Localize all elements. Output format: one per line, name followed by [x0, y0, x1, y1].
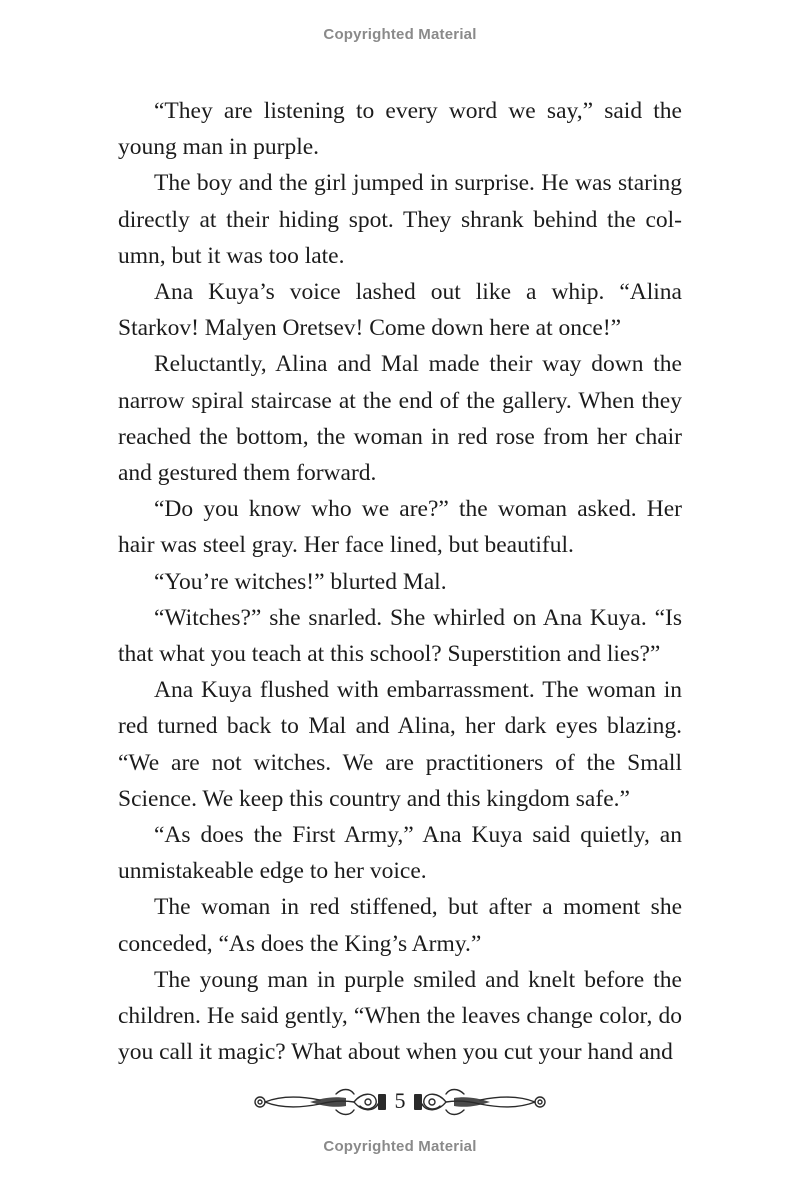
page-footer	[0, 1082, 800, 1126]
paragraph: Ana Kuya’s voice lashed out like a whip. “Alina Starkov! Malyen Oretsev! Come down here at once!”	[118, 279, 682, 342]
paragraph: “As does the First Army,” Ana Kuya said quietly, an unmistakeable edge to her voice.	[118, 822, 682, 885]
scroll-flourish-left-icon	[250, 1082, 388, 1122]
scroll-flourish-right-icon	[412, 1082, 550, 1122]
page-body	[118, 93, 682, 1070]
copyright-watermark-footer: Copyrighted Material	[323, 1138, 477, 1155]
paragraph: Ana Kuya flushed with embarrassment. The woman in red turned back to Mal and Alina, her dark eyes blazing. “We are not witches. We are practitioners of the Small Science. We keep this country and this kingdom safe.”	[118, 677, 682, 812]
paragraph: “You’re witches!” blurted Mal.	[154, 568, 447, 595]
paragraph: “Do you know who we are?” the woman asked. Her hair was steel gray. Her face lined, but beautiful.	[118, 496, 682, 559]
paragraph: Reluctantly, Alina and Mal made their way down the narrow spiral staircase at the end of the gallery. When they reached the bottom, the woman in red rose from her chair and gestured them forward.	[118, 351, 682, 487]
paragraph: “Witches?” she snarled. She whirled on Ana Kuya. “Is that what you teach at this school? Superstition and lies?”	[118, 604, 682, 668]
paragraph: The boy and the girl jumped in surprise. He was staring directly at their hiding spot. They shrank behind the column, but it was too late.	[118, 170, 682, 269]
copyright-watermark-header: Copyrighted Material	[323, 26, 477, 43]
paragraph: The young man in purple smiled and knelt before the children. He said gently, “When the leaves change color, do you call it magic? What about when you cut your hand and	[118, 966, 682, 1066]
page-number: 5	[394, 1088, 406, 1113]
paragraph: The woman in red stiffened, but after a moment she conceded, “As does the King’s Army.”	[118, 894, 682, 957]
paragraph: “They are listening to every word we say,” said the young man in purple.	[118, 98, 682, 161]
